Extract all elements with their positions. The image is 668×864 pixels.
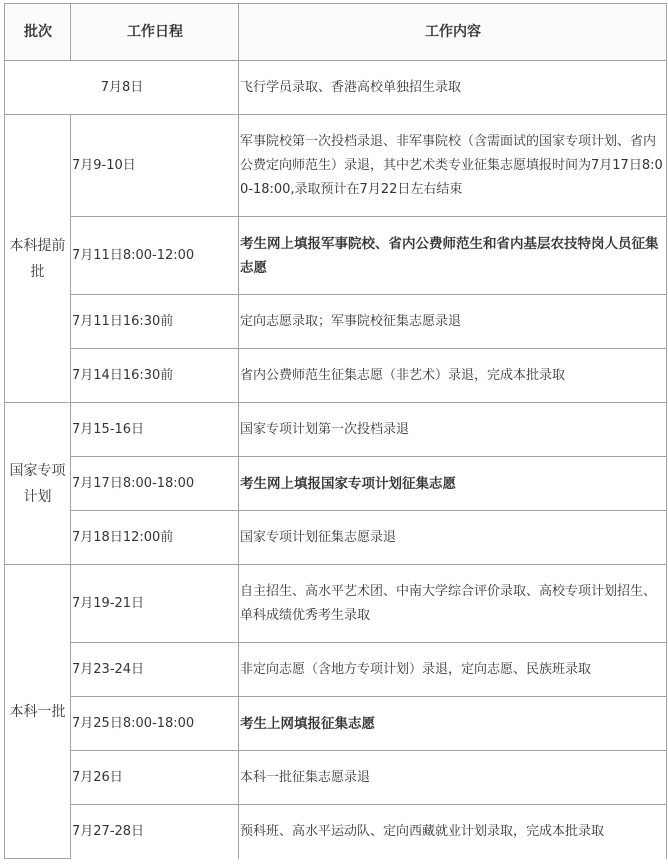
- row-date: 7月8日: [5, 61, 239, 115]
- table-row: [5, 643, 667, 697]
- table-row-flight: [5, 61, 667, 115]
- batch-label-first: 本科一批: [5, 565, 71, 859]
- table-row: [5, 805, 667, 859]
- batch-label-advance: 本科提前批: [5, 115, 71, 403]
- row-content: 定向志愿录取；军事院校征集志愿录退: [239, 295, 667, 349]
- header-batch: 批次: [5, 4, 71, 61]
- row-content: 考生上网填报征集志愿: [239, 697, 667, 751]
- row-content: 考生网上填报国家专项计划征集志愿: [239, 457, 667, 511]
- header-content: 工作内容: [239, 4, 667, 61]
- row-date: 7月15-16日: [71, 403, 239, 457]
- row-content: 考生网上填报军事院校、省内公费师范生和省内基层农技特岗人员征集志愿: [239, 217, 667, 295]
- admission-schedule-table: [4, 3, 667, 859]
- table-row: [5, 457, 667, 511]
- row-date: 7月17日8:00-18:00: [71, 457, 239, 511]
- row-content: 军事院校第一次投档录退、非军事院校（含需面试的国家专项计划、省内公费定向师范生）录退，其中艺术类专业征集志愿填报时间为7月17日8:00-18:00,录取预计在7月22日左右结束: [239, 115, 667, 217]
- header-row: [5, 4, 667, 61]
- row-content: 国家专项计划征集志愿录退: [239, 511, 667, 565]
- row-content: 国家专项计划第一次投档录退: [239, 403, 667, 457]
- row-content: 非定向志愿（含地方专项计划）录退，定向志愿、民族班录取: [239, 643, 667, 697]
- row-date: 7月11日16:30前: [71, 295, 239, 349]
- row-content: 自主招生、高水平艺术团、中南大学综合评价录取、高校专项计划招生、单科成绩优秀考生录取: [239, 565, 667, 643]
- row-content: 本科一批征集志愿录退: [239, 751, 667, 805]
- row-date: 7月23-24日: [71, 643, 239, 697]
- row-date: 7月9-10日: [71, 115, 239, 217]
- table-row: [5, 403, 667, 457]
- table-row: [5, 511, 667, 565]
- table-row: [5, 115, 667, 217]
- row-date: 7月11日8:00-12:00: [71, 217, 239, 295]
- table-row: [5, 697, 667, 751]
- row-date: 7月27-28日: [71, 805, 239, 859]
- table-row: [5, 217, 667, 295]
- row-date: 7月14日16:30前: [71, 349, 239, 403]
- batch-label-national: 国家专项计划: [5, 403, 71, 565]
- row-date: 7月19-21日: [71, 565, 239, 643]
- row-date: 7月18日12:00前: [71, 511, 239, 565]
- row-content: 预科班、高水平运动队、定向西藏就业计划录取，完成本批录取: [239, 805, 667, 859]
- row-content: 省内公费师范生征集志愿（非艺术）录退，完成本批录取: [239, 349, 667, 403]
- table-row: [5, 295, 667, 349]
- row-date: 7月25日8:00-18:00: [71, 697, 239, 751]
- row-content: 飞行学员录取、香港高校单独招生录取: [239, 61, 667, 115]
- table-row: [5, 565, 667, 643]
- header-schedule: 工作日程: [71, 4, 239, 61]
- table-row: [5, 751, 667, 805]
- table-row: [5, 349, 667, 403]
- row-date: 7月26日: [71, 751, 239, 805]
